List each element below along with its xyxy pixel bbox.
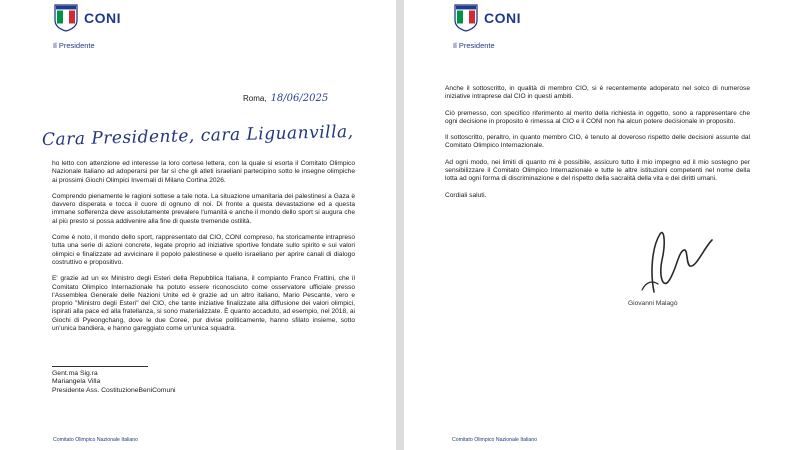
paragraph: Ad ogni modo, nei limiti di quanto mi è possibile, assicuro tutto il mio impegno ed il mio sostegno per sensibilizzare il Comitato Olimpico Internazionale e tutte le altre istituzioni competenti nel nome della lotta ad ogni forma di discriminazione e del rispetto della sacralità della vita e dei diritti umani.: [445, 158, 750, 183]
handwritten-salutation: Cara Presidente, cara Liguanvilla,: [41, 121, 354, 151]
handwritten-date: 18/06/2025: [270, 93, 329, 104]
coni-wordmark: CONI: [484, 10, 521, 26]
italia-shield-icon: [54, 4, 78, 32]
letterhead-role: Il Presidente: [453, 41, 495, 50]
date-line: [243, 93, 328, 104]
paragraph: Comprendo pienamente le ragioni sottese a tale nota. La situazione umanitaria dei palestinesi a Gaza è davvero disperata e tocca il cuore di ognuno di noi. Di fronte a questa devastazione ed a questa immane sofferenza deve assolutamente prevalere l'umanità e anche il mondo dello sport si augura che al più presto si possa addivenire alla fine di queste tremende ostilità.: [52, 192, 355, 225]
paragraph: Ciò premesso, con specifico riferimento al merito della richiesta in oggetto, sono a rappresentare che ogni decisione in proposito è rimessa al CIO e il CONI non ha alcun potere decisionale in proposito.: [445, 109, 750, 125]
letter-page-1: [0, 0, 396, 450]
letterhead-role: Il Presidente: [53, 41, 95, 50]
footer: Comitato Olimpico Nazionale Italiano: [53, 437, 139, 443]
signatory-name: Giovanni Malagò: [628, 300, 678, 307]
paragraph: Come è noto, il mondo dello sport, rappresentato dal CIO, CONI compreso, ha storicamente intrapreso tutta una serie di azioni concrete, legate proprio ad iniziative sportive fondate sullo spirito e sui valori olimpici e finalizzate ad avvicinare il popolo palestinese e quello israeliano per aprire canali di dialogo costruttivo e propositivo.: [52, 234, 355, 266]
recipient-title: Gent.ma Sig.ra: [52, 370, 98, 377]
letter-page-2: [404, 0, 800, 450]
closing-greeting: Cordiali saluti.: [445, 191, 487, 199]
coni-logo: [454, 4, 521, 32]
recipient-block: [52, 370, 176, 395]
handwritten-signature-icon: [632, 222, 722, 302]
italia-shield-icon: [454, 4, 478, 32]
place: Roma,: [243, 94, 267, 103]
closing-divider: [52, 366, 148, 367]
paragraph: E' grazie ad un ex Ministro degli Esteri della Repubblica Italiana, il compianto Franco Frattini, che il Comitato Olimpico Internazionale ha potuto essere riconosciuto come osservatore ufficiale presso l'Assemblea Generale delle Nazioni Unite ed è grazie ad un altro italiano, Mario Pescante, vero e proprio "Ministro degli Esteri" del CIO, che tante iniziative finalizzate alla diffusione dei valori olimpici, ispirati alla pace ed alla fratellanza, si sono materializzate. È quanto accaduto, ad esempio, nel 2018, ai Giochi di Pyeongchang, dove le due Coree, pur divise politicamente, hanno sfilato insieme, sotto un'unica bandiera, e hanno gareggiato come un'unica squadra.: [52, 275, 355, 333]
footer: Comitato Olimpico Nazionale Italiano: [452, 437, 538, 443]
paragraph: Il sottoscritto, peraltro, in quanto membro CIO, è tenuto al doveroso rispetto delle decisioni assunte dal Comitato Olimpico Internazionale.: [445, 134, 750, 150]
recipient-role: Presidente Ass. CostituzioneBeniComuni: [52, 386, 176, 394]
paragraph: Anche il sottoscritto, in qualità di membro CIO, si è recentemente adoperato nel solco di numerose iniziative intraprese dal CIO in questi ambiti.: [445, 85, 750, 101]
recipient-name: Mariangela Villa: [52, 378, 101, 386]
letter-body-page-1: [52, 160, 355, 341]
letter-body-page-2: [445, 85, 750, 208]
paragraph: ho letto con attenzione ed interesse la loro cortese lettera, con la quale si esorta il Comitato Olimpico Nazionale Italiano ad adoperarsi per far sì che gli atleti israeliani partecipino sotto le insegne olimpiche ai prossimi Giochi Olimpici Invernali di Milano Cortina 2026.: [52, 160, 355, 184]
coni-wordmark: CONI: [84, 10, 121, 26]
coni-logo: [54, 4, 121, 32]
